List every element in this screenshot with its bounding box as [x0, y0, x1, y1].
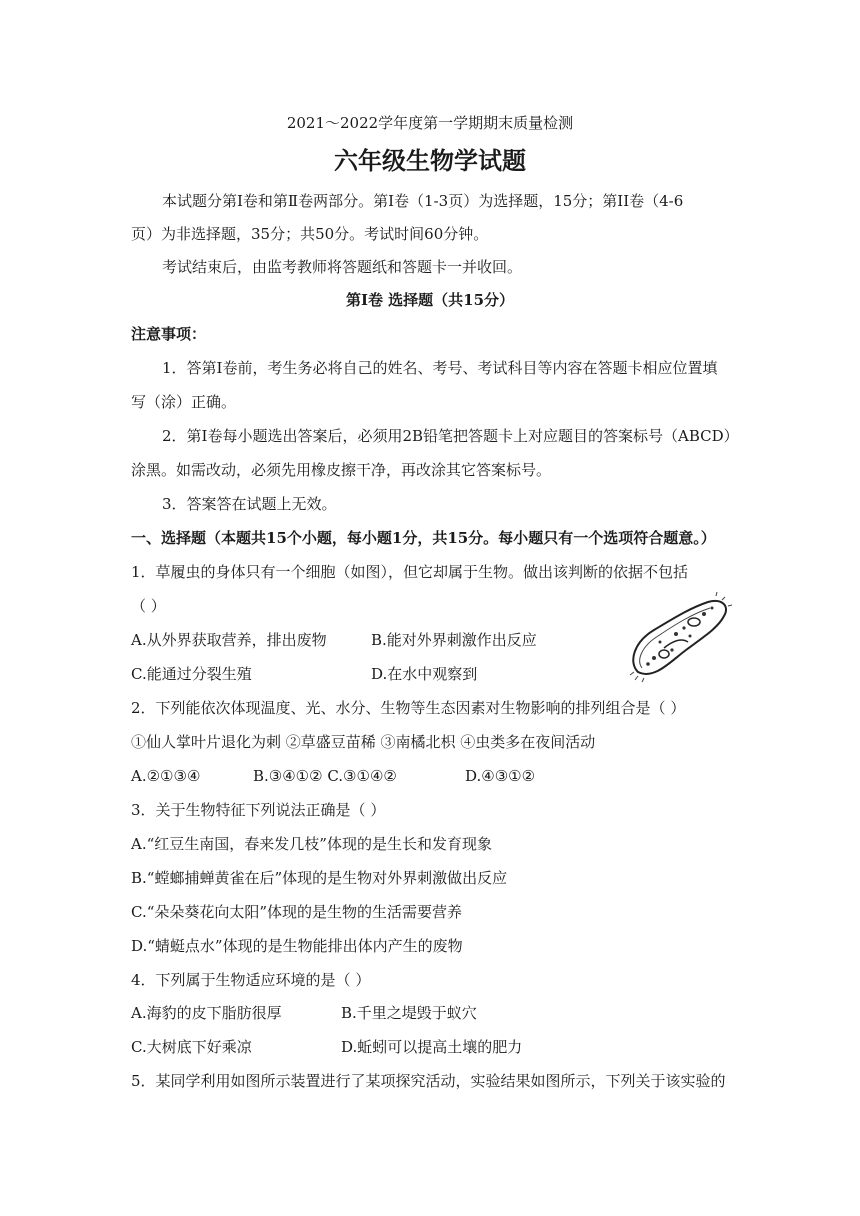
question-2-stem: 2．下列能依次体现温度、光、水分、生物等生态因素对生物影响的排列组合是（ ） — [131, 699, 686, 717]
note-3: 3．答案答在试题上无效。 — [162, 495, 337, 513]
question-1-option-b: B.能对外界刺激作出反应 — [371, 631, 537, 649]
question-4-option-c: C.大树底下好乘凉 — [131, 1038, 252, 1056]
question-4-option-d: D.蚯蚓可以提高土壤的肥力 — [341, 1038, 523, 1056]
exam-title: 2021～2022学年度第一学期期末质量检测 — [286, 114, 574, 132]
question-2-option-a: A.②①③④ — [131, 767, 201, 785]
paramecium-illustration — [624, 592, 734, 684]
intro-line-1: 本试题分第Ⅰ卷和第Ⅱ卷两部分。第Ⅰ卷（1-3页）为选择题，15分；第II卷（4-6 — [162, 192, 684, 210]
question-5-stem: 5．某同学利用如图所示装置进行了某项探究活动，实验结果如图所示，下列关于该实验的 — [131, 1072, 726, 1090]
subject-title: 六年级生物学试题 — [334, 146, 526, 175]
question-3-option-a: A.“红豆生南国，春来发几枝”体现的是生长和发育现象 — [131, 835, 492, 853]
note-2-line-1: 2．第Ⅰ卷每小题选出答案后，必须用2B铅笔把答题卡上对应题目的答案标号（ABCD） — [162, 427, 739, 445]
question-4-option-b: B.千里之堤毁于蚁穴 — [341, 1004, 477, 1022]
intro-line-3: 考试结束后，由监考教师将答题纸和答题卡一并收回。 — [162, 258, 523, 276]
section1-heading: 第Ⅰ卷 选择题（共15分） — [345, 291, 515, 309]
question-3-option-d: D.“蜻蜓点水”体现的是生物能排出体内产生的废物 — [131, 937, 463, 955]
question-1-option-c: C.能通过分裂生殖 — [131, 665, 252, 683]
question-2-option-d: D.④③①② — [465, 767, 536, 785]
question-2-option-bc: B.③④①② C.③①④② — [253, 767, 397, 785]
question-2-items: ①仙人掌叶片退化为刺 ②草盛豆苗稀 ③南橘北枳 ④虫类多在夜间活动 — [131, 733, 596, 751]
note-2-line-2: 涂黑。如需改动，必须先用橡皮擦干净，再改涂其它答案标号。 — [131, 461, 552, 479]
intro-line-2: 页）为非选择题，35分；共50分。考试时间60分钟。 — [131, 225, 489, 243]
question-3-stem: 3．关于生物特征下列说法正确是（ ） — [131, 801, 386, 819]
note-1-line-1: 1．答第Ⅰ卷前，考生务必将自己的姓名、考号、考试科目等内容在答题卡相应位置填 — [162, 359, 718, 377]
part1-heading: 一、选择题（本题共15个小题，每小题1分，共15分。每小题只有一个选项符合题意。） — [131, 529, 716, 547]
note-1-line-2: 写（涂）正确。 — [131, 393, 237, 411]
question-1-option-d: D.在水中观察到 — [371, 665, 478, 683]
question-1-blank: （ ） — [131, 597, 166, 615]
question-3-option-c: C.“朵朵葵花向太阳”体现的是生物的生活需要营养 — [131, 903, 463, 921]
question-3-option-b: B.“螳螂捕蝉黄雀在后”体现的是生物对外界刺激做出反应 — [131, 869, 508, 887]
question-4-option-a: A.海豹的皮下脂肪很厚 — [131, 1004, 282, 1022]
notes-label: 注意事项： — [131, 325, 207, 343]
question-4-stem: 4．下列属于生物适应环境的是（ ） — [131, 971, 371, 989]
question-1-stem: 1．草履虫的身体只有一个细胞（如图），但它却属于生物。做出该判断的依据不包括 — [131, 563, 689, 581]
question-1-option-a: A.从外界获取营养，排出废物 — [131, 631, 327, 649]
